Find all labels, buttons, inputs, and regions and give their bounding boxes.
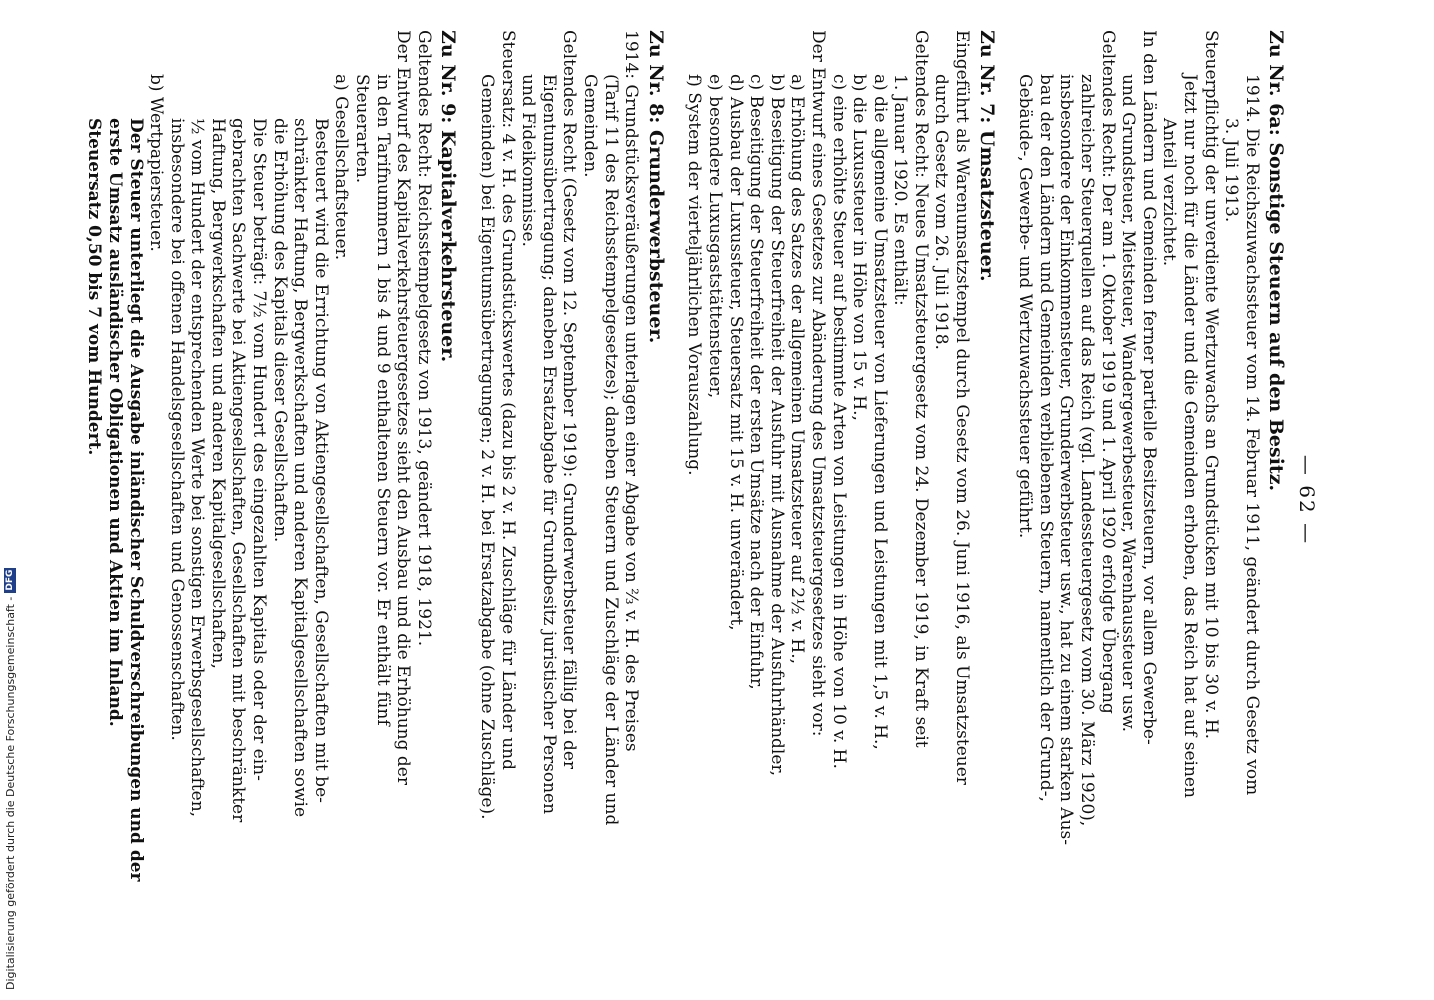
text-line: f) System der vierteljährlichen Vorauszahlung. [684,74,705,476]
text-line: e) besondere Luxusgaststättensteuer, [704,74,725,399]
text-line: bau der den Ländern und Gemeinden verbliebenen Steuern, namentlich der Grund-, [1035,74,1056,802]
text-line: schränkter Haftung, Bergwerkschaften und anderen Kapitalgesellschaften sowie [290,118,311,818]
text-line: Steuersatz: 4 v. H. des Grundstückswertes (dazu bis 2 v. H. Zuschläge für Länder und [497,30,518,770]
text-line: Der Entwurf des Kapitalverkehrsteuergesetzes sieht den Ausbau und die Erhöhung der [393,30,414,785]
section-9 [84,30,459,970]
text-line: c) Beseitigung der Steuerfreiheit der ersten Umsätze nach der Einfuhr, [746,74,767,690]
credit-text: Digitalisierung gefördert durch die Deutsche Forschungsgemeinschaft - [3,596,17,990]
section-6a-heading: Zu Nr. 6a: Sonstige Steuern auf den Besitz. [1265,30,1288,492]
page-text-rotated [84,30,1319,970]
text-line: (Tarif 11 des Reichsstempelgesetzes); daneben Steuern und Zuschläge der Länder und [600,74,621,826]
digitization-credit [0,0,20,1000]
text-line: a) Erhöhung des Satzes der allgemeinen Umsatzsteuer auf 2½ v. H., [787,74,808,665]
text-line: ½ vom Hundert der entsprechenden Werte bei sonstigen Erwerbsgesellschaften, [187,118,208,818]
text-line: 1. Januar 1920. Es enthält: [890,74,911,306]
text-line: zahlreicher Steuerquellen auf das Reich (vgl. Landessteuergesetz vom 30. März 1920), [1077,74,1098,827]
section-6a [1015,30,1287,970]
page-number: — 62 — [1295,454,1319,546]
text-line: Steuerarten. [352,74,373,184]
text-line: Gemeinden) bei Eigentumsübertragungen; 2 v. H. bei Ersatzabgabe (ohne Zuschläge). [477,74,498,820]
text-line: Geltendes Recht: Der am 1. Oktober 1919 und 1. April 1920 erfolgte Übergang [1097,30,1118,714]
text-line: und Grundsteuer, Mietsteuer, Wandergewerbesteuer, Warenhaussteuer usw. [1118,74,1139,733]
text-line: Geltendes Recht: Neues Umsatzsteuergesetz vom 24. Dezember 1919, in Kraft seit [910,30,931,748]
text-line: Der Entwurf eines Gesetzes zur Abänderung des Umsatzsteuergesetzes sieht vor: [807,30,828,737]
section-7 [684,30,997,970]
text-line: Steuersatz 0,50 bis 7 vom Hundert. [84,118,105,456]
text-line: insbesondere bei offenen Handelsgesellschaften und Genossenschaften. [166,118,187,741]
text-line: Jetzt nur noch für die Länder und die Gemeinden erhoben, das Reich hat auf seinen [1180,74,1201,798]
text-line: In den Ländern und Gemeinden ferner partielle Besitzsteuern, vor allem Gewerbe- [1138,30,1159,745]
text-line: 1914. Die Reichszuwachssteuer vom 14. Februar 1911, geändert durch Gesetz vom [1241,74,1262,796]
text-line: Geltendes Recht: Reichsstempelgesetz von 1913, geändert 1918, 1921. [413,30,434,647]
section-8-heading: Zu Nr. 8: Grunderwerbsteuer. [644,30,667,344]
text-line: Der Steuer unterliegt die Ausgabe inländischer Schuldverschreibungen und der [125,118,146,882]
text-line: c) eine erhöhte Steuer auf bestimmte Arten von Leistungen in Höhe von 10 v. H. [828,74,849,769]
section-7-heading: Zu Nr. 7: Umsatzsteuer. [975,30,998,282]
text-line: Die Steuer beträgt: 7½ vom Hundert des eingezahlten Kapitals oder der ein- [249,118,270,781]
subsection-a: a) Gesellschaftsteuer. [331,74,352,261]
text-line: 1914: Grundstücksveräußerungen unterlagen einer Abgabe von ⅔ v. H. des Preises [621,30,642,752]
dfg-logo: DFG [5,569,15,591]
text-line: Steuerpflichtig der unverdiente Wertzuwachs an Grundstücken mit 10 bis 30 v. H. [1200,30,1221,740]
text-line: die Erhöhung des Kapitals dieser Gesellschaften. [269,118,290,543]
subsection-b: b) Wertpapiersteuer. [146,74,167,252]
text-line: Geltendes Recht (Gesetz vom 12. September 1919): Grunderwerbsteuer fällig bei der [559,30,580,770]
text-line: a) die allgemeine Umsatzsteuer von Lieferungen und Leistungen mit 1,5 v. H., [869,74,890,750]
text-line: Eigentumsübertragung; daneben Ersatzabgabe für Grundbesitz juristischer Personen [538,74,559,815]
text-line: gebrachten Sachwerte bei Aktiengesellschaften, Gesellschaften mit beschränkter [228,118,249,823]
text-line: b) Beseitigung der Steuerfreiheit der Ausfuhr mit Ausnahme der Ausfuhrhändler, [766,74,787,777]
text-line: d) Ausbau der Luxussteuer, Steuersatz mit 15 v. H. unverändert, [725,74,746,631]
text-line: 3. Juli 1913. [1221,118,1242,223]
section-9-heading: Zu Nr. 9: Kapitalverkehrsteuer. [437,30,460,363]
text-line: erste Umsatz ausländischer Obligationen und Aktien im Inland. [104,118,125,727]
text-line: in den Tarifnummern 1 bis 4 und 9 enthaltenen Steuern vor. Er enthält fünf [372,74,393,726]
text-line: Eingeführt als Warenumsatzstempel durch Gesetz vom 26. Juni 1916, als Umsatzsteuer [952,30,973,785]
text-line: Gebäude-, Gewerbe- und Wertzuwachssteuer geführt. [1015,74,1036,539]
text-line: und Fideikommisse. [518,74,539,247]
text-line: durch Gesetz vom 26. Juli 1918. [931,74,952,350]
text-line: Gemeinden. [580,74,600,178]
text-line: Haftung, Bergwerkschaften und anderen Kapitalgesellschaften, [207,118,228,669]
text-line: insbesondere der Einkommensteuer, Grunderwerbsteuer usw., hat zu einem starken Aus- [1056,74,1077,845]
text-line: Besteuert wird die Errichtung von Aktiengesellschaften, Gesellschaften mit be- [310,118,331,803]
text-line: Anteil verzichtet. [1159,118,1180,267]
section-8 [476,30,665,970]
text-line: b) die Luxussteuer in Höhe von 15 v. H., [849,74,870,421]
